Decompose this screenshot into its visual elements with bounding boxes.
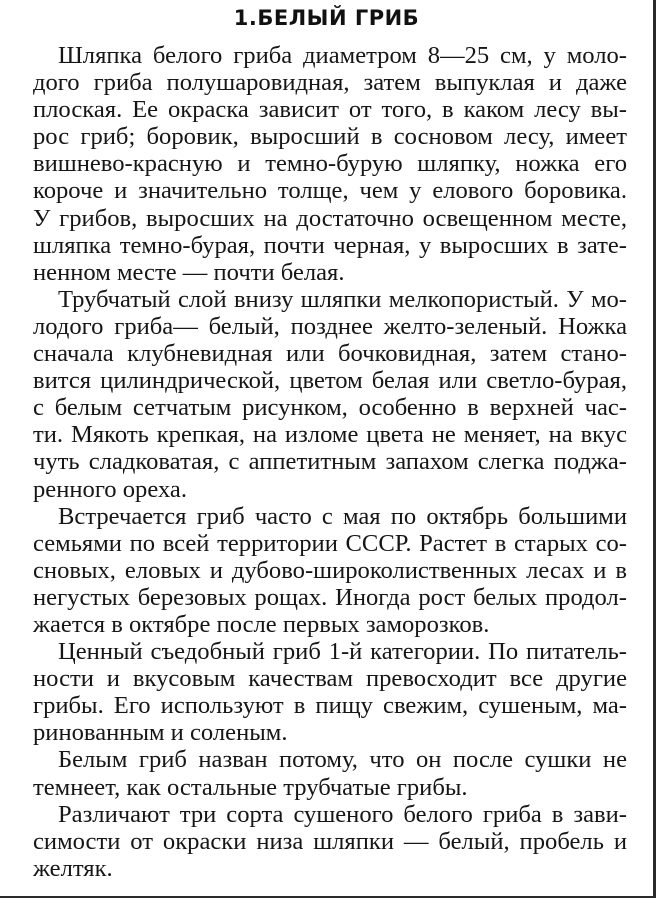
text-line: Различают три сорта сушеного белого гриба в зави- <box>58 800 627 828</box>
text-line: симости от окраски низа шляпки — белый, пробель и <box>33 827 627 855</box>
text-line: ненном месте — почти белая. <box>33 258 345 286</box>
text-line: Ценный съедобный гриб 1-й категории. По питатель- <box>58 638 627 666</box>
text-line: вишнево-красную и темно-бурую шляпку, ножка его <box>33 150 627 178</box>
text-line: грибы. Его используют в пищу свежим, сушеным, ма- <box>33 692 627 720</box>
text-line: вится цилиндрической, цветом белая или светло-бурая, <box>33 367 627 395</box>
paragraph <box>33 746 627 800</box>
text-line: жается в октябре после первых заморозков. <box>33 610 490 638</box>
text-line: негустых березовых рощах. Иногда рост белых продол- <box>33 583 627 611</box>
text-line: плоская. Ее окраска зависит от того, в каком лесу вы- <box>33 96 627 124</box>
paragraph <box>33 801 627 882</box>
paragraph <box>33 638 627 746</box>
text-line: Встречается гриб часто с мая по октябрь большими <box>58 502 627 530</box>
text-line: Белым гриб назван потому, что он после сушки не <box>58 746 627 774</box>
paragraph <box>33 503 627 638</box>
text-line: желтяк. <box>33 854 113 882</box>
text-line: ринованным и соленым. <box>33 719 288 747</box>
text-line: ности и вкусовым качествам превосходит все другие <box>33 665 627 693</box>
text-line: короче и значительно толще, чем у елового боровика. <box>33 177 627 205</box>
text-line: дого гриба полушаровидная, затем выпуклая и даже <box>33 69 627 97</box>
text-line: Трубчатый слой внизу шляпки мелкопористый. У мо- <box>58 285 627 313</box>
text-line: У грибов, выросших на достаточно освещенном месте, <box>33 204 627 232</box>
text-line: с белым сетчатым рисунком, особенно в верхней час- <box>33 394 627 422</box>
text-line: семьями по всей территории СССР. Растет в старых со- <box>33 529 627 557</box>
text-line: сначала клубневидная или бочковидная, затем стано- <box>33 340 627 368</box>
body-text <box>33 42 627 882</box>
text-line: темнеет, как остальные трубчатые грибы. <box>33 773 468 801</box>
paragraph <box>33 286 627 503</box>
text-line: Шляпка белого гриба диаметром 8—25 см, у моло- <box>58 42 627 69</box>
text-line: ренного ореха. <box>33 475 187 503</box>
text-line: чуть сладковатая, с аппетитным запахом слегка поджа- <box>33 448 627 476</box>
paragraph <box>33 42 627 286</box>
text-line: шляпка темно-бурая, почти черная, у выросших в зате- <box>33 231 627 259</box>
text-line: лодого гриба— белый, позднее желто-зеленый. Ножка <box>33 312 627 340</box>
text-line: сновых, еловых и дубово-широколиственных лесах и в <box>33 556 627 584</box>
page-title: 1.БЕЛЫЙ ГРИБ <box>233 6 420 30</box>
text-line: рос гриб; боровик, выросший в сосновом лесу, имеет <box>33 123 627 151</box>
text-line: ти. Мякоть крепкая, на изломе цвета не меняет, на вкус <box>33 421 627 449</box>
